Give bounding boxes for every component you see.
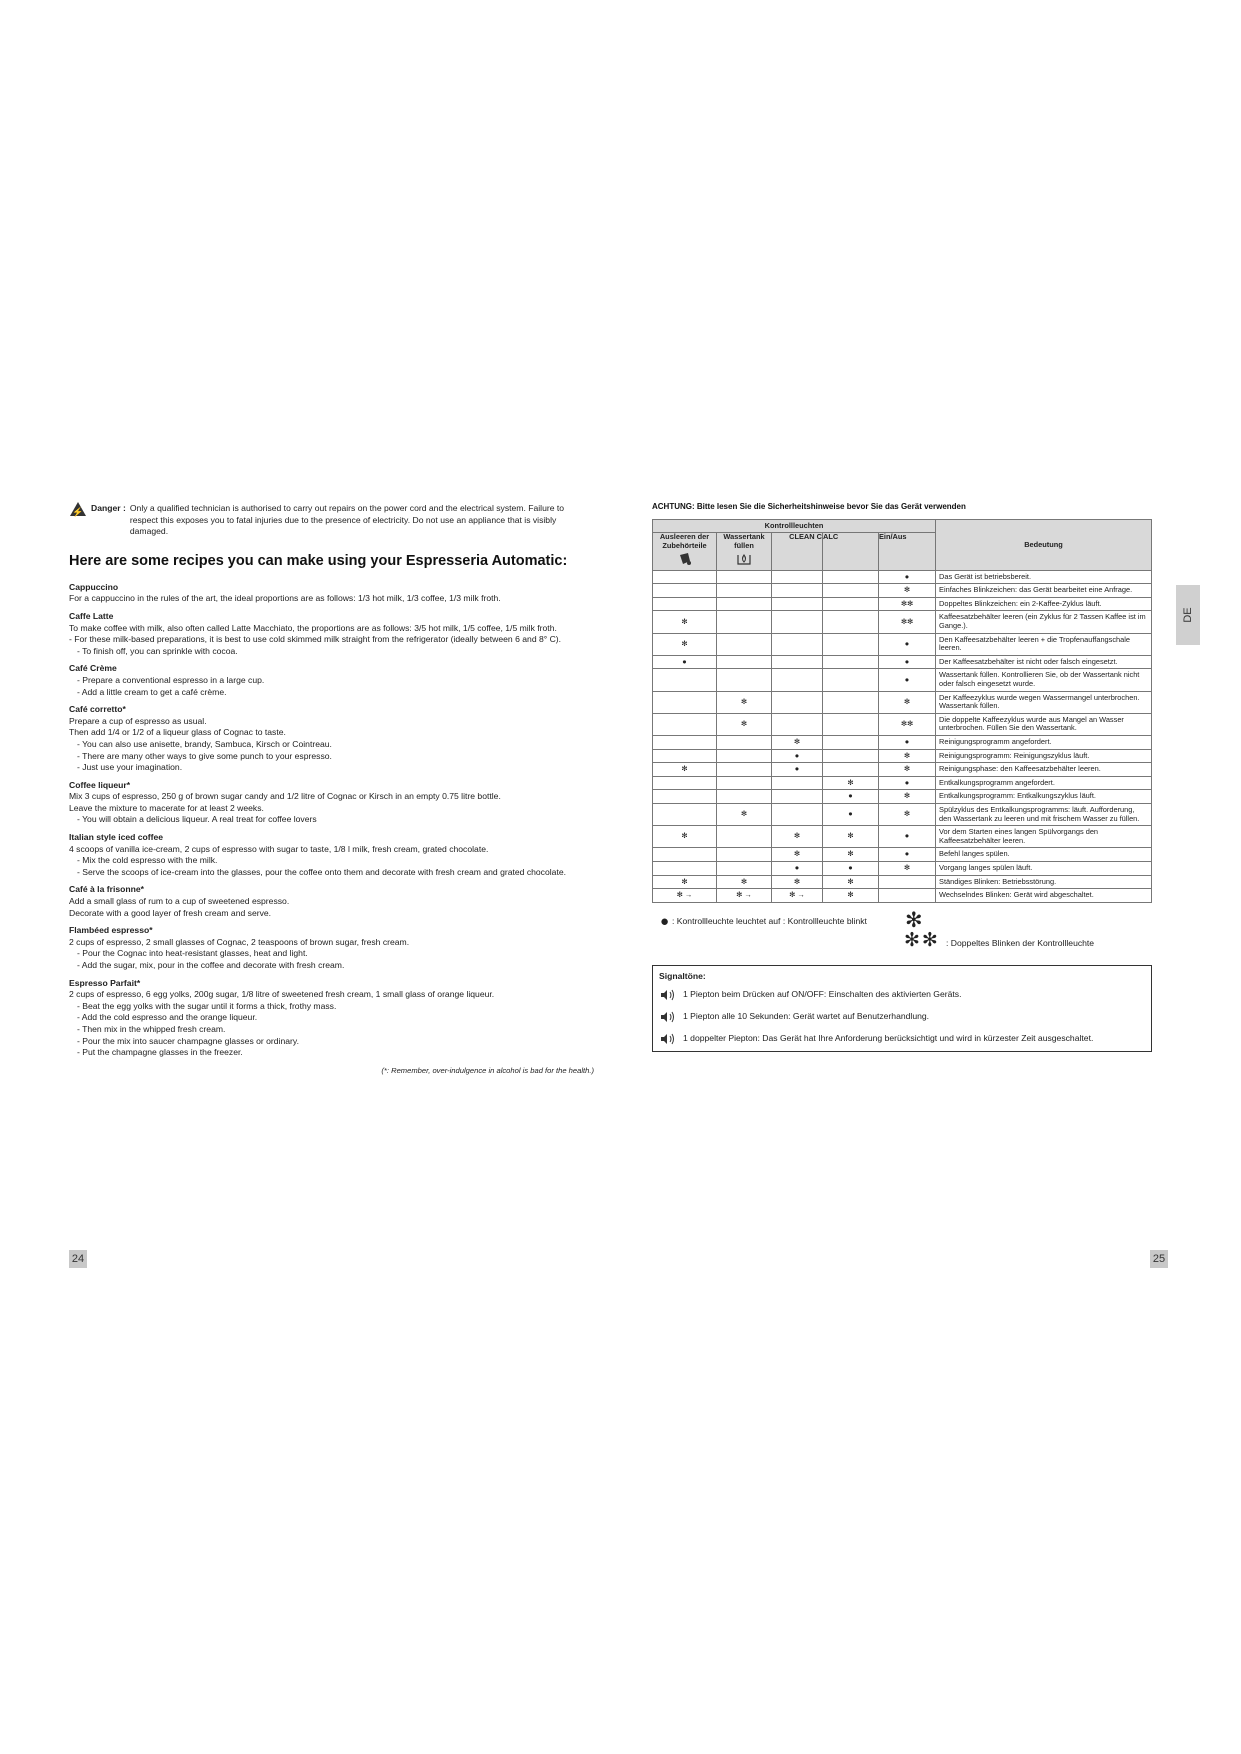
indicator-cell [772, 611, 823, 633]
recipe-title: Caffe Latte [69, 610, 114, 621]
meaning-cell: Entkalkungsprogramm: Entkalkungszyklus läuft. [936, 790, 1152, 804]
legend-double-star-symbol: ✻✻ [904, 929, 940, 951]
recipe-line: 2 cups of espresso, 6 egg yolks, 200g sugar, 1/8 litre of sweetened fresh cream, 1 small glass of orange liqueur. [69, 989, 495, 1000]
indicator-cell: ● [879, 570, 936, 584]
language-tab-label: DE [1182, 607, 1194, 623]
indicator-cell [823, 611, 879, 633]
indicator-cell [717, 848, 772, 862]
signal-box [652, 965, 1152, 1052]
indicator-cell [653, 848, 717, 862]
indicator-cell: ✻ [823, 826, 879, 848]
meaning-cell: Befehl langes spülen. [936, 848, 1152, 862]
indicator-cell: ✻ [823, 776, 879, 790]
recipe-line: Mix 3 cups of espresso, 250 g of brown sugar candy and 1/2 litre of Cognac or Kirsch in an empty 0.75 litre bottle. [69, 791, 501, 802]
recipe-line: - Put the champagne glasses in the freezer. [77, 1047, 243, 1058]
indicator-cell [879, 875, 936, 889]
indicator-cell [823, 749, 879, 763]
col-header-power: Ein/Aus [879, 533, 936, 571]
indicator-cell: ● [772, 763, 823, 777]
recipe-title: Café corretto* [69, 704, 126, 715]
recipe-title: Café à la frisonne* [69, 884, 144, 895]
col-header-water: Wassertank füllen [717, 533, 772, 551]
indicator-cell [653, 570, 717, 584]
indicator-cell [717, 611, 772, 633]
indicator-cell [653, 669, 717, 691]
signal-item [659, 1033, 1145, 1045]
recipe-line: - Add a little cream to get a café crème. [77, 686, 227, 697]
table-row [653, 749, 1152, 763]
table-row [653, 691, 1152, 713]
recipe-line: - For these milk-based preparations, it is best to use cold skimmed milk straight from the refrigerator (ideally between 6 and 8° C). [69, 634, 562, 645]
indicator-cell: ✻ [772, 848, 823, 862]
table-row [653, 736, 1152, 750]
meaning-cell: Spülzyklus des Entkalkungsprogramms: läuft. Aufforderung, den Wassertank zu leeren und mit frischem Wasser zu füllen. [936, 803, 1152, 825]
indicator-cell [653, 691, 717, 713]
recipes-headline: Here are some recipes you can make using your Espresseria Automatic: [69, 552, 568, 569]
indicator-cell [823, 655, 879, 669]
danger-text: Only a qualified technician is authorised to carry out repairs on the power cord and the electrical system. Failure to respect this exposes you to fatal injuries due to the presence of electricity. Do not use an appliance that is visibly damaged. [129, 503, 565, 537]
signal-text: 1 Piepton alle 10 Sekunden: Gerät wartet auf Benutzerhandlung. [683, 1010, 930, 1021]
danger-label: Danger : [91, 503, 126, 513]
indicator-cell [772, 597, 823, 611]
indicator-cell [823, 597, 879, 611]
water-drop-icon [736, 552, 752, 566]
table-row [653, 633, 1152, 655]
recipe-line: - Prepare a conventional espresso in a large cup. [77, 674, 265, 685]
indicator-cell: ✻✻ [879, 611, 936, 633]
speaker-icon [659, 1011, 677, 1023]
meaning-cell: Der Kaffeezyklus wurde wegen Wassermangel unterbrochen. Wassertank füllen. [936, 691, 1152, 713]
meaning-cell: Vorgang langes spülen läuft. [936, 861, 1152, 875]
page-number-left: 24 [69, 1250, 87, 1268]
indicator-cell: ● [653, 655, 717, 669]
recipe-line: - Serve the scoops of ice-cream into the glasses, pour the coffee onto them and decorate with fresh cream and grated chocolate. [77, 866, 567, 877]
indicator-cell: ● [879, 736, 936, 750]
indicator-cell: ✻ [879, 763, 936, 777]
indicator-cell [717, 584, 772, 598]
table-row [653, 848, 1152, 862]
table-row [653, 713, 1152, 735]
recipe [69, 978, 594, 1059]
indicator-cell: ✻ [653, 875, 717, 889]
indicator-cell: ✻ → [717, 889, 772, 903]
recipe [69, 884, 594, 919]
recipe [69, 611, 594, 657]
legend-star-symbol: ✻ [905, 908, 923, 932]
table-row [653, 611, 1152, 633]
indicator-cell: ● [823, 790, 879, 804]
meaning-cell: Einfaches Blinkzeichen: das Gerät bearbeitet eine Anfrage. [936, 584, 1152, 598]
page-number-right: 25 [1150, 1250, 1168, 1268]
indicator-cell: ✻ [772, 736, 823, 750]
meaning-cell: Entkalkungsprogramm angefordert. [936, 776, 1152, 790]
indicator-cell: ● [823, 803, 879, 825]
indicator-table [652, 519, 1152, 903]
recipe-line: - Mix the cold espresso with the milk. [77, 855, 218, 866]
recipe-line: - Add the cold espresso and the orange liqueur. [77, 1012, 258, 1023]
indicator-cell: ● [879, 655, 936, 669]
table-row [653, 776, 1152, 790]
meaning-cell: Vor dem Starten eines langen Spülvorgangs den Kaffeesatzbehälter leeren. [936, 826, 1152, 848]
indicator-cell [653, 861, 717, 875]
indicator-cell: ✻ [717, 713, 772, 735]
recipe-line: Prepare a cup of espresso as usual. [69, 715, 207, 726]
recipe-title: Cappuccino [69, 581, 119, 592]
table-row [653, 790, 1152, 804]
signal-title: Signaltöne: [659, 970, 706, 981]
indicator-cell: ✻ [823, 889, 879, 903]
legend-line-2: : Doppeltes Blinken der Kontrollleuchte [946, 937, 1095, 948]
indicator-cell [823, 691, 879, 713]
recipe [69, 704, 594, 774]
indicator-cell [772, 803, 823, 825]
table-row [653, 669, 1152, 691]
signal-text: 1 doppelter Piepton: Das Gerät hat Ihre Anforderung berücksichtigt und wird in kürzester Zeit ausgeschaltet. [683, 1032, 1094, 1043]
signal-text: 1 Piepton beim Drücken auf ON/OFF: Einschalten des aktivierten Geräts. [683, 988, 962, 999]
meaning-cell: Den Kaffeesatzbehälter leeren + die Tropfenauffangschale leeren. [936, 633, 1152, 655]
table-row [653, 803, 1152, 825]
speaker-icon [659, 1033, 677, 1045]
recipe-title: Italian style iced coffee [69, 832, 164, 843]
table-row [653, 861, 1152, 875]
indicator-cell [823, 713, 879, 735]
alcohol-footnote: (*: Remember, over-indulgence in alcohol is bad for the health.) [381, 1065, 594, 1075]
indicator-cell: ✻ [653, 826, 717, 848]
meaning-cell: Reinigungsphase: den Kaffeesatzbehälter leeren. [936, 763, 1152, 777]
recipe-line: Leave the mixture to macerate for at least 2 weeks. [69, 802, 264, 813]
indicator-cell [717, 736, 772, 750]
recipe-line: - Pour the mix into saucer champagne glasses or ordinary. [77, 1035, 299, 1046]
indicator-cell: ✻ [879, 691, 936, 713]
indicator-cell: ✻ [717, 691, 772, 713]
recipe-title: Flambéed espresso* [69, 925, 153, 936]
indicator-cell [772, 790, 823, 804]
indicator-cell [772, 776, 823, 790]
recipe [69, 780, 594, 826]
indicator-cell [823, 736, 879, 750]
table-row [653, 584, 1152, 598]
indicator-cell: ● [879, 633, 936, 655]
meaning-cell: Wassertank füllen. Kontrollieren Sie, ob der Wassertank nicht oder falsch eingesetzt wurde. [936, 669, 1152, 691]
indicator-cell [823, 763, 879, 777]
legend-dot-symbol: ● [660, 912, 670, 930]
meaning-cell: Kaffeesatzbehälter leeren (ein Zyklus für 2 Tassen Kaffee ist im Gange.). [936, 611, 1152, 633]
recipe-line: - You can also use anisette, brandy, Sambuca, Kirsch or Cointreau. [77, 738, 332, 749]
recipe-line: - Beat the egg yolks with the sugar until it forms a thick, frothy mass. [77, 1000, 337, 1011]
recipe-title: Espresso Parfait* [69, 977, 141, 988]
meaning-cell: Reinigungsprogramm: Reinigungszyklus läuft. [936, 749, 1152, 763]
indicator-cell [772, 584, 823, 598]
col-header-calc: ALC [823, 533, 879, 571]
indicator-cell [717, 776, 772, 790]
indicator-cell: ✻ [653, 633, 717, 655]
recipe-title: Coffee liqueur* [69, 779, 131, 790]
grounds-icon-cell [653, 550, 717, 570]
indicator-cell: ✻ [879, 749, 936, 763]
recipe [69, 582, 594, 605]
indicator-cell: ✻ [653, 763, 717, 777]
indicator-cell [823, 584, 879, 598]
indicator-cell: ✻✻ [879, 713, 936, 735]
warning-icon [69, 501, 87, 517]
indicator-cell [717, 790, 772, 804]
indicator-cell: ● [772, 749, 823, 763]
meaning-cell: Reinigungsprogramm angefordert. [936, 736, 1152, 750]
indicator-cell: ● [879, 826, 936, 848]
water-icon-cell [717, 550, 772, 570]
indicator-cell [823, 669, 879, 691]
meaning-header: Bedeutung [936, 520, 1152, 571]
col-header-grounds: Ausleeren der Zubehörteile [653, 533, 717, 551]
recipe-line: - There are many other ways to give some punch to your espresso. [77, 750, 332, 761]
indicator-cell [823, 633, 879, 655]
indicator-cell [717, 861, 772, 875]
recipe-line: - You will obtain a delicious liqueur. A real treat for coffee lovers [77, 814, 317, 825]
recipe-list [69, 582, 594, 1059]
legend [652, 908, 1152, 961]
indicator-cell [772, 669, 823, 691]
recipe-line: 2 cups of espresso, 2 small glasses of Cognac, 2 teaspoons of brown sugar, fresh cream. [69, 936, 410, 947]
indicator-cell [772, 570, 823, 584]
signal-item [659, 989, 1145, 1001]
signal-item [659, 1011, 1145, 1023]
meaning-cell: Das Gerät ist betriebsbereit. [936, 570, 1152, 584]
table-row [653, 889, 1152, 903]
recipe [69, 832, 594, 878]
indicator-cell: ✻ [879, 790, 936, 804]
indicator-cell [653, 790, 717, 804]
indicator-cell: ✻ [772, 826, 823, 848]
indicator-cell [653, 597, 717, 611]
indicator-cell: ● [879, 776, 936, 790]
recipe-line: To make coffee with milk, also often called Latte Macchiato, the proportions are as follows: 3/5 hot milk, 1/5 coffee, 1/5 milk froth. [69, 622, 557, 633]
indicator-cell [772, 633, 823, 655]
recipe-line: Then add 1/4 or 1/2 of a liqueur glass of Cognac to taste. [69, 727, 286, 738]
recipe-line: Decorate with a good layer of fresh cream and serve. [69, 907, 272, 918]
indicator-cell [717, 570, 772, 584]
recipe-title: Café Crème [69, 663, 117, 674]
indicator-cell: ✻ [653, 611, 717, 633]
indicator-cell [772, 691, 823, 713]
recipe [69, 663, 594, 698]
table-row [653, 597, 1152, 611]
recipe-line: Add a small glass of rum to a cup of sweetened espresso. [69, 896, 290, 907]
indicator-cell: ✻ [823, 848, 879, 862]
indicator-cell: ✻ → [653, 889, 717, 903]
table-row [653, 655, 1152, 669]
indicator-cell [653, 713, 717, 735]
table-row [653, 875, 1152, 889]
indicator-cell: ✻ [879, 584, 936, 598]
indicator-cell: ● [823, 861, 879, 875]
safety-warning: ACHTUNG: Bitte lesen Sie die Sicherheitshinweise bevor Sie das Gerät verwenden [652, 502, 966, 511]
recipe-line: - Just use your imagination. [77, 762, 183, 773]
indicator-group-header: Kontrollleuchten [653, 520, 936, 533]
indicator-cell [717, 826, 772, 848]
right-page [652, 502, 1152, 1052]
indicator-cell: ● [772, 861, 823, 875]
indicator-cell [717, 655, 772, 669]
legend-line-1: : Kontrollleuchte leuchtet auf : Kontrollleuchte blinkt [672, 915, 867, 926]
indicator-cell [717, 633, 772, 655]
indicator-cell: ✻ [879, 803, 936, 825]
recipe-line: - Add the sugar, mix, pour in the coffee and decorate with fresh cream. [77, 960, 345, 970]
indicator-cell [772, 713, 823, 735]
danger-notice [69, 503, 594, 538]
recipe [69, 925, 594, 971]
grounds-icon [677, 552, 693, 566]
indicator-cell [653, 749, 717, 763]
left-page [69, 503, 594, 1076]
recipe-line: - Then mix in the whipped fresh cream. [77, 1023, 226, 1034]
indicator-cell [717, 749, 772, 763]
indicator-cell [772, 655, 823, 669]
indicator-cell [653, 736, 717, 750]
speaker-icon [659, 989, 677, 1001]
indicator-cell [653, 776, 717, 790]
meaning-cell: Wechselndes Blinken: Gerät wird abgeschaltet. [936, 889, 1152, 903]
recipe-line: - To finish off, you can sprinkle with cocoa. [77, 645, 238, 656]
indicator-cell [653, 803, 717, 825]
indicator-cell: ✻ → [772, 889, 823, 903]
meaning-cell: Die doppelte Kaffeezyklus wurde aus Mangel an Wasser unterbrochen. Füllen Sie den Wassertank. [936, 713, 1152, 735]
recipe-line: 4 scoops of vanilla ice-cream, 2 cups of espresso with sugar to taste, 1/8 l milk, fresh cream, grated chocolate. [69, 843, 489, 854]
indicator-cell: ✻✻ [879, 597, 936, 611]
indicator-cell: ✻ [772, 875, 823, 889]
meaning-cell: Der Kaffeesatzbehälter ist nicht oder falsch eingesetzt. [936, 655, 1152, 669]
indicator-cell: ● [879, 848, 936, 862]
table-row [653, 570, 1152, 584]
indicator-cell [717, 597, 772, 611]
meaning-cell: Doppeltes Blinkzeichen: ein 2-Kaffee-Zyklus läuft. [936, 597, 1152, 611]
language-tab [1176, 585, 1200, 645]
indicator-cell: ✻ [717, 875, 772, 889]
recipe-line: For a cappuccino in the rules of the art, the ideal proportions are as follows: 1/3 hot milk, 1/3 coffee, 1/3 milk froth. [69, 593, 501, 604]
recipe-line: - Pour the Cognac into heat-resistant glasses, heat and light. [77, 948, 308, 959]
indicator-cell [653, 584, 717, 598]
meaning-cell: Ständiges Blinken: Betriebsstörung. [936, 875, 1152, 889]
table-row [653, 763, 1152, 777]
indicator-cell [717, 669, 772, 691]
indicator-cell [879, 889, 936, 903]
col-header-clean: CLEAN C [772, 533, 823, 571]
indicator-cell [823, 570, 879, 584]
indicator-cell: ● [879, 669, 936, 691]
indicator-cell [717, 763, 772, 777]
indicator-cell: ✻ [717, 803, 772, 825]
indicator-cell: ✻ [823, 875, 879, 889]
indicator-cell: ✻ [879, 861, 936, 875]
svg-text:⚡: ⚡ [72, 507, 84, 517]
table-row [653, 826, 1152, 848]
